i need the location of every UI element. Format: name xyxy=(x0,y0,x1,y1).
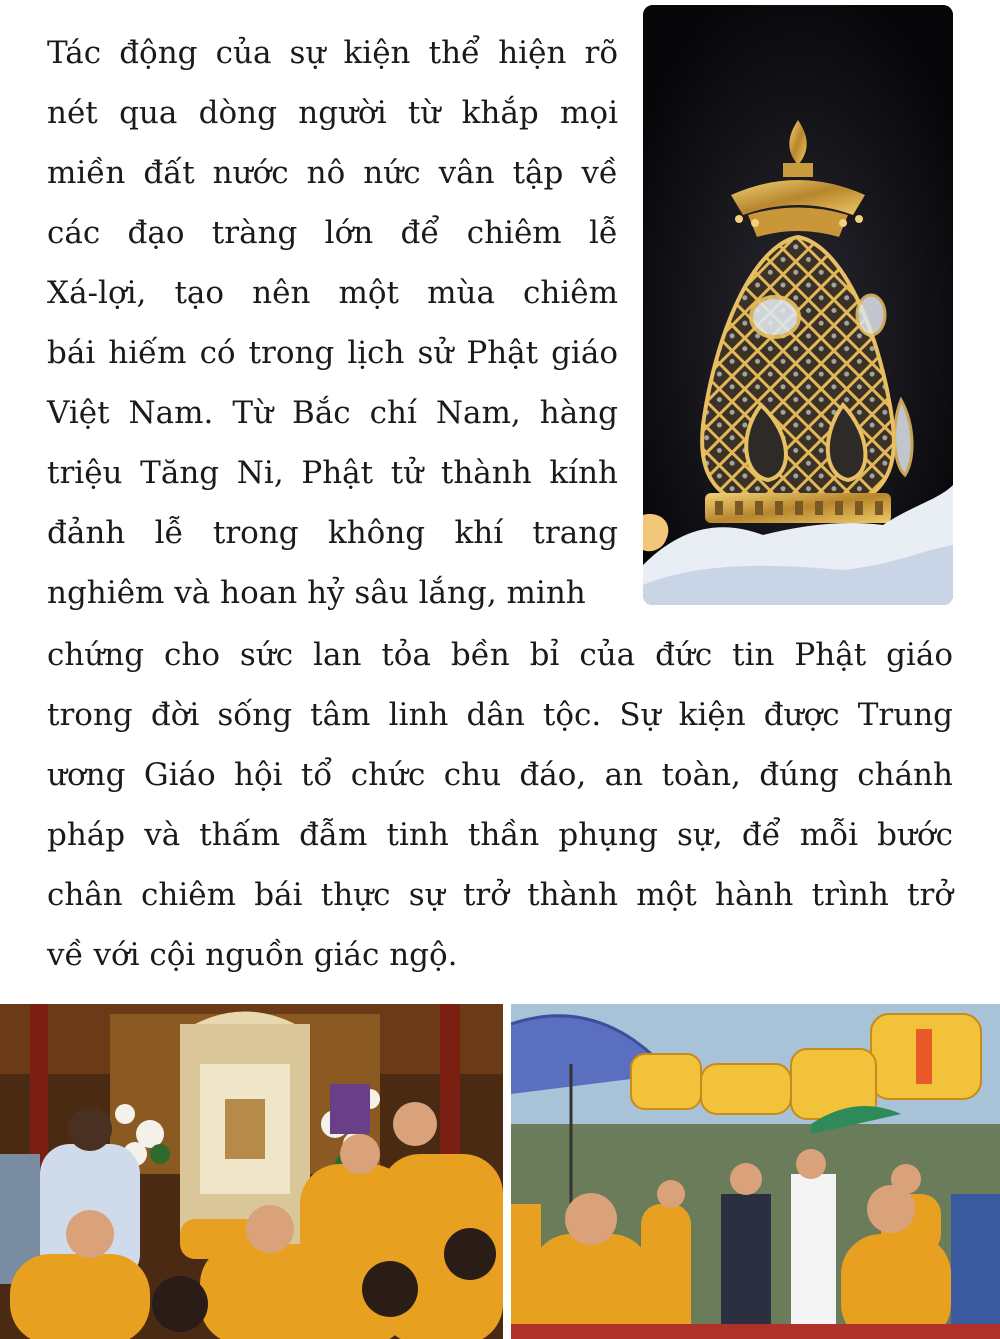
body-line: pháp và thấm đẫm tinh thần phụng sự, để mỗi bước xyxy=(47,817,953,853)
body-line: nghiêm và hoan hỷ sâu lắng, minh xyxy=(47,575,586,611)
altar-ceremony-photo xyxy=(0,1004,503,1339)
body-line: ương Giáo hội tổ chức chu đáo, an toàn, đúng chánh xyxy=(47,757,953,793)
body-line: Việt Nam. Từ Bắc chí Nam, hàng xyxy=(47,395,618,431)
body-line: chứng cho sức lan tỏa bền bỉ của đức tin Phật giáo xyxy=(47,637,953,673)
reliquary-photo xyxy=(643,5,953,605)
procession-photo xyxy=(511,1004,1000,1339)
body-line: các đạo tràng lớn để chiêm lễ xyxy=(47,215,618,251)
body-line: về với cội nguồn giác ngộ. xyxy=(47,937,458,973)
body-line: chân chiêm bái thực sự trở thành một hành trình trở xyxy=(47,877,953,913)
body-line: Xá-lợi, tạo nên một mùa chiêm xyxy=(47,275,618,311)
body-line: bái hiếm có trong lịch sử Phật giáo xyxy=(47,335,618,371)
body-line: nét qua dòng người từ khắp mọi xyxy=(47,95,618,131)
body-line: trong đời sống tâm linh dân tộc. Sự kiện được Trung xyxy=(47,697,953,733)
body-line: đảnh lễ trong không khí trang xyxy=(47,515,618,551)
body-line: miền đất nước nô nức vân tập về xyxy=(47,155,618,191)
body-line: Tác động của sự kiện thể hiện rõ xyxy=(47,35,618,71)
body-line: triệu Tăng Ni, Phật tử thành kính xyxy=(47,455,618,491)
